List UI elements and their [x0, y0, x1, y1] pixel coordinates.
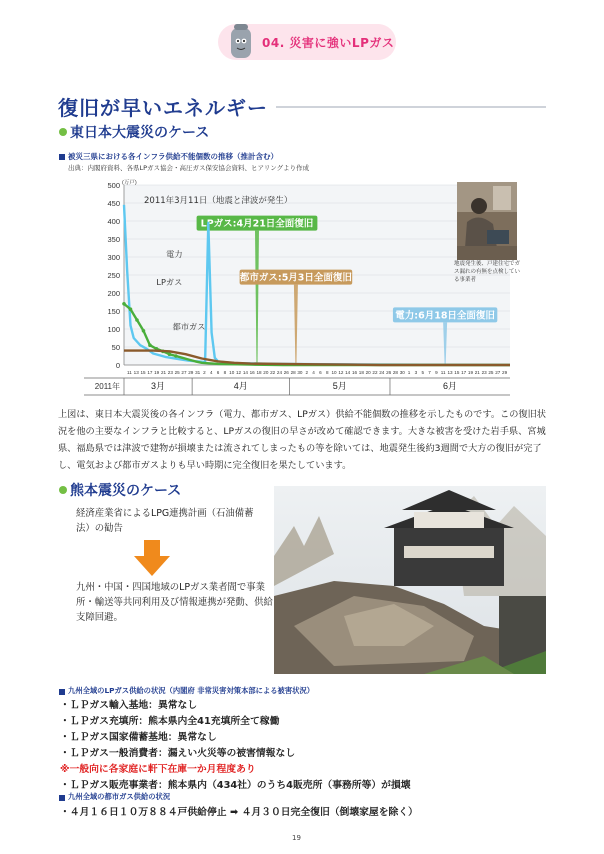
x-tick-label: 8 — [325, 370, 329, 375]
y-tick-label: 100 — [107, 325, 120, 334]
x-tick-label: 17 — [461, 370, 467, 375]
x-tick-label: 30 — [297, 370, 303, 375]
month-label: 5月 — [332, 381, 347, 391]
x-tick-label: 4 — [312, 370, 315, 375]
x-tick-label: 12 — [338, 370, 344, 375]
city-gas-heading: 九州全域の都市ガス供給の状況 — [68, 792, 171, 801]
square-bullet-icon — [59, 689, 65, 695]
x-tick-label: 29 — [188, 370, 194, 375]
x-tick-label: 14 — [345, 370, 351, 375]
list-item: ・ＬＰガス国家備蓄基地：異常なし — [60, 732, 217, 743]
list-item: ・ＬＰガス充填所：熊本県内全41充填所全て稼働 — [60, 716, 280, 727]
kumamoto-result: 九州・中国・四国地域のLPガス業者間で事業所・輸送等共同利用及び情報連携が発動、供給支障回避。 — [76, 582, 273, 623]
x-tick-label: 26 — [386, 370, 392, 375]
chart-source: 出典：内閣府資料、各県LPガス協会・高圧ガス保安協会資料、ヒアリングより作成 — [68, 164, 310, 172]
month-label: 3月 — [151, 381, 166, 391]
y-tick-label: 350 — [107, 235, 120, 244]
bullet-icon — [59, 128, 67, 136]
photo-caption: 地震発生後、戸建住宅でガス漏れの有無を点検している事業者 — [454, 261, 521, 283]
x-tick-label: 7 — [428, 370, 431, 375]
list-item: ・ＬＰガス輸入基地：異常なし — [60, 700, 198, 711]
x-tick-label: 22 — [270, 370, 276, 375]
series-label: 都市ガス — [172, 321, 206, 332]
lp-status-list — [60, 698, 540, 794]
x-tick-label: 28 — [290, 370, 296, 375]
infrastructure-recovery-chart — [84, 177, 514, 405]
y-tick-label: 500 — [107, 181, 120, 190]
x-tick-label: 22 — [372, 370, 378, 375]
x-tick-label: 6 — [216, 370, 220, 375]
x-tick-label: 24 — [379, 370, 385, 375]
header-title: 04. 災害に強いLPガス — [262, 36, 395, 50]
page-number: 19 — [292, 834, 301, 842]
x-tick-label: 21 — [474, 370, 480, 375]
x-tick-label: 13 — [447, 370, 453, 375]
x-tick-label: 4 — [209, 370, 213, 375]
section-title: 復旧が早いエネルギー — [58, 96, 268, 120]
y-tick-label: 150 — [107, 307, 120, 316]
x-tick-label: 17 — [147, 370, 153, 375]
square-bullet-icon — [59, 795, 65, 801]
x-tick-label: 18 — [358, 370, 364, 375]
x-tick-label: 10 — [331, 370, 337, 375]
data-point — [148, 343, 152, 347]
x-tick-label: 16 — [351, 370, 358, 375]
year-label: 2011年 — [94, 382, 120, 391]
data-point — [174, 354, 178, 358]
lp-status-heading: 九州全域のLPガス供給の状況（内閣府 非常災害対策本部による被害状況） — [68, 686, 315, 695]
data-point — [122, 302, 126, 306]
mascot-icon — [226, 22, 256, 62]
section-divider — [276, 106, 546, 108]
series-label: LPガス — [156, 277, 183, 288]
x-tick-label: 13 — [133, 370, 139, 375]
callout-label: LPガス:4月21日全面復旧 — [200, 218, 314, 230]
gas-inspection-photo — [457, 182, 517, 260]
body-paragraph: 上図は、東日本大震災後の各インフラ（電力、都市ガス、LPガス）供給不能個数の推移を示したものです。この復旧状況を他の主要なインフラと比較すると、LPガスの復旧の早さが改めて確認できます。大きな被害を受けた岩手県、宮城県、福島県では津波で建物が損壊または流されてしまったもの等を除いては、地震発生後約3週間で大方の復旧が完了し、電気および都市ガスよりも早い時期に完全復旧を果たしています。 — [58, 409, 546, 471]
x-tick-label: 10 — [229, 370, 235, 375]
x-tick-label: 2 — [203, 370, 206, 375]
callout-label: 都市ガス:5月3日全面復旧 — [239, 272, 352, 284]
city-gas-status: ・４月１６日１０万８８４戸供給停止 ➡ ４月３０日完全復旧（倒壊家屋を除く） — [60, 807, 418, 818]
list-item-note: ※一般向に各家庭に軒下在庫一か月程度あり — [60, 764, 256, 775]
kumamoto-castle-photo — [274, 486, 546, 674]
list-item: ・ＬＰガス販売事業者：熊本県内（434社）のうち4販売所（事務所等）が損壊 — [60, 780, 411, 791]
subsection-title-kumamoto: 熊本震災のケース — [70, 483, 182, 499]
x-tick-label: 11 — [127, 370, 132, 375]
x-tick-label: 23 — [481, 370, 487, 375]
x-tick-label: 9 — [435, 370, 438, 375]
data-point — [142, 329, 146, 333]
x-tick-label: 6 — [319, 370, 322, 375]
x-tick-label: 11 — [440, 370, 446, 375]
x-tick-label: 18 — [256, 370, 262, 375]
x-tick-label: 21 — [160, 370, 167, 375]
x-tick-label: 25 — [488, 370, 494, 375]
y-tick-label: 300 — [107, 253, 120, 262]
square-bullet-icon — [59, 154, 65, 160]
x-tick-label: 20 — [263, 370, 269, 375]
x-tick-label: 19 — [467, 370, 474, 375]
y-tick-label: 200 — [107, 289, 120, 298]
month-label: 4月 — [233, 381, 248, 391]
callout-label: 電力:6月18日全面復旧 — [395, 310, 495, 322]
x-tick-label: 27 — [495, 370, 501, 375]
x-tick-label: 3 — [414, 370, 418, 375]
x-tick-label: 31 — [195, 370, 201, 375]
arrow-down-icon — [132, 540, 172, 578]
x-tick-label: 15 — [140, 370, 146, 375]
y-tick-label: 450 — [107, 199, 120, 208]
x-tick-label: 20 — [365, 370, 371, 375]
month-label: 6月 — [442, 381, 457, 391]
x-tick-label: 16 — [249, 370, 255, 375]
bullet-icon — [59, 486, 67, 494]
y-axis-unit: (万戸) — [122, 180, 137, 186]
x-tick-label: 15 — [454, 370, 460, 375]
list-item: ・ＬＰガス一般消費者：漏えい火災等の被害情報なし — [60, 748, 296, 759]
x-tick-label: 26 — [283, 370, 289, 375]
x-tick-label: 2 — [305, 370, 309, 375]
x-tick-label: 30 — [399, 370, 405, 375]
x-tick-label: 19 — [154, 370, 160, 375]
x-tick-label: 14 — [242, 370, 248, 375]
y-tick-label: 400 — [107, 217, 120, 226]
chart-caption: 被災三県における各インフラ供給不能個数の推移（推計含む） — [68, 152, 278, 161]
series-label: 電力 — [166, 249, 183, 259]
x-tick-label: 24 — [276, 370, 283, 375]
y-tick-label: 0 — [115, 361, 120, 370]
x-tick-label: 28 — [392, 370, 399, 375]
data-point — [168, 352, 172, 356]
subsection-title-tohoku: 東日本大震災のケース — [70, 125, 210, 141]
y-tick-label: 50 — [111, 343, 120, 352]
x-tick-label: 25 — [174, 370, 180, 375]
chart-title: 2011年3月11日（地震と津波が発生） — [144, 196, 293, 206]
data-point — [135, 318, 139, 322]
data-point — [129, 307, 133, 311]
y-tick-label: 250 — [107, 271, 120, 280]
x-tick-label: 8 — [223, 370, 227, 375]
x-tick-label: 23 — [167, 370, 173, 375]
x-tick-label: 12 — [235, 370, 242, 375]
x-tick-label: 1 — [407, 370, 411, 375]
kumamoto-recommendation: 経済産業省によるLPG連携計画（石油備蓄法）の勧告 — [76, 508, 254, 534]
x-tick-label: 29 — [502, 370, 508, 375]
x-tick-label: 27 — [181, 370, 187, 375]
x-tick-label: 5 — [421, 370, 425, 375]
